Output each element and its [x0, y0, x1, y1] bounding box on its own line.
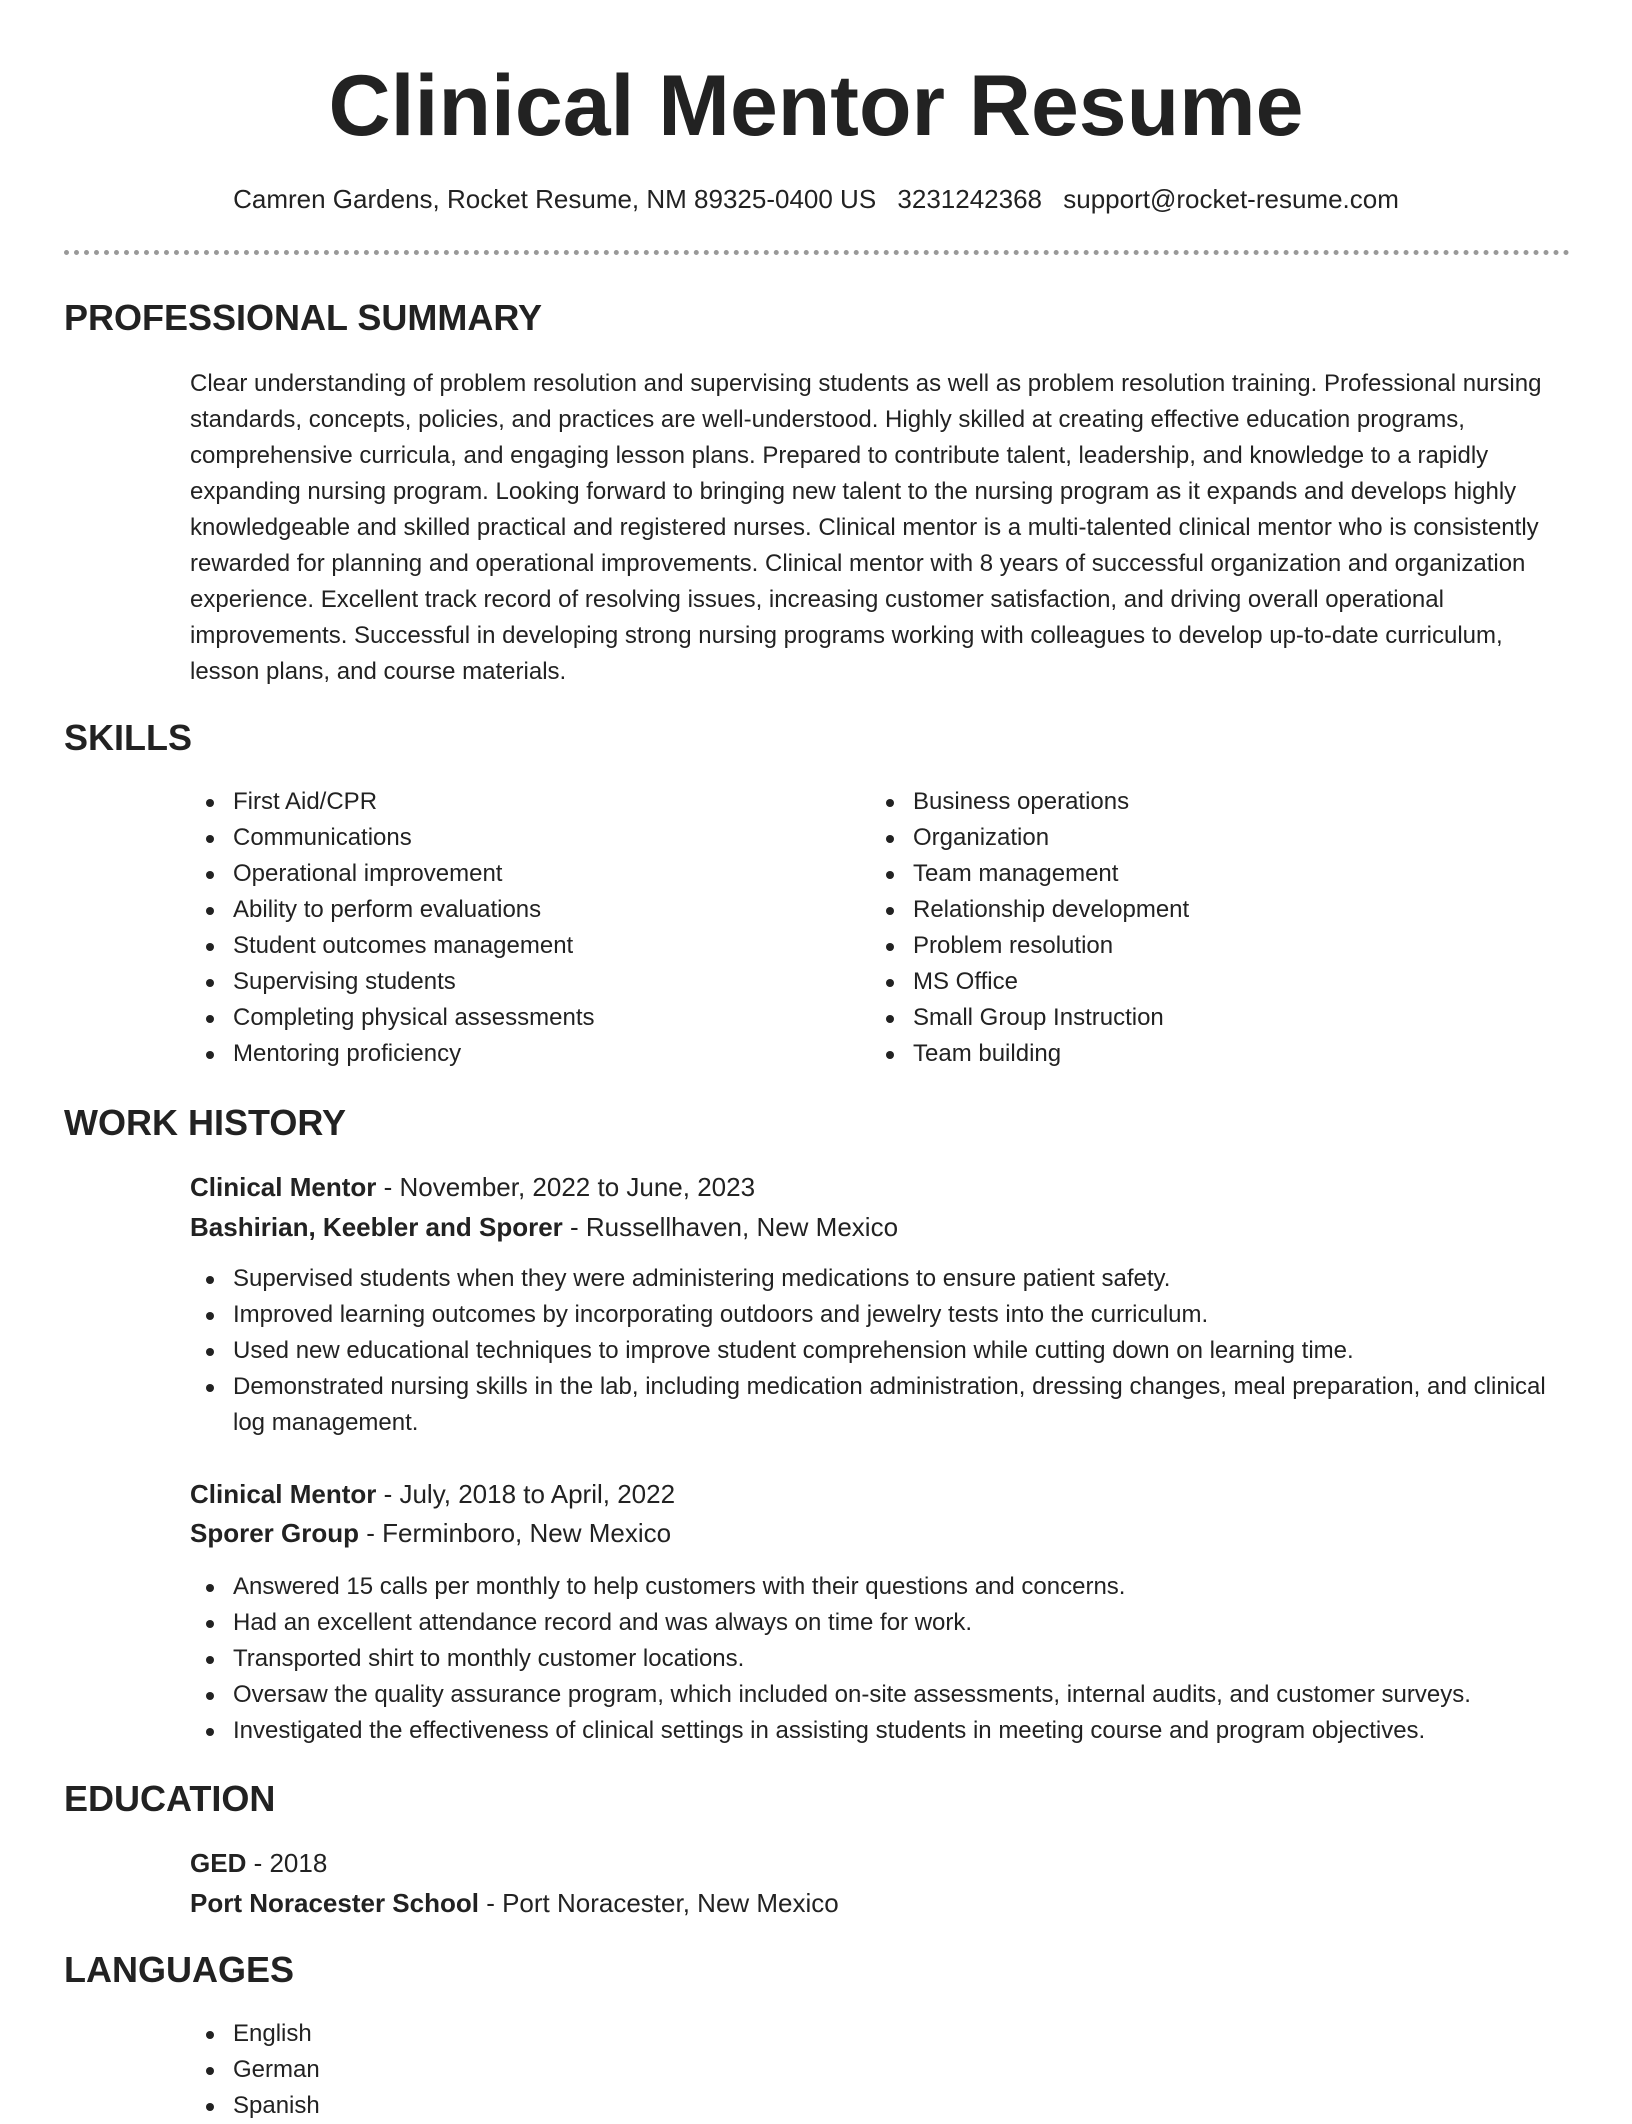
contact-email: support@rocket-resume.com: [1063, 184, 1399, 214]
list-item: Completing physical assessments: [190, 1000, 790, 1036]
section-title-summary: PROFESSIONAL SUMMARY: [64, 297, 543, 338]
header-divider: [64, 250, 1570, 255]
job-2-role: Clinical Mentor: [190, 1479, 377, 1509]
job-1-title-line: [190, 1168, 755, 1206]
list-item: Supervised students when they were administering medications to ensure patient safety.: [190, 1261, 1570, 1297]
education-degree: GED: [190, 1848, 247, 1878]
summary-text: Clear understanding of problem resolution and supervising students as well as problem resolution training. Professional nursing standards, concepts, policies, and practices are well-understood. Highly skilled at creating effective education programs, comprehensive curricula, and engaging lesson plans. Prepared to contribute talent, leadership, and knowledge to a rapidly expanding nursing program. Looking forward to bringing new talent to the nursing program as it expands and develops highly knowledgeable and skilled practical and registered nurses. Clinical mentor is a multi-talented clinical mentor who is consistently rewarded for planning and operational improvements. Clinical mentor with 8 years of successful organization and organization experience. Excellent track record of resolving issues, increasing customer satisfaction, and driving overall operational improvements. Successful in developing strong nursing programs working with colleagues to develop up-to-date curriculum, lesson plans, and course materials.: [190, 370, 1542, 685]
list-item: Small Group Instruction: [870, 1000, 1470, 1036]
list-item: Had an excellent attendance record and was always on time for work.: [190, 1605, 1570, 1641]
list-item: Operational improvement: [190, 856, 790, 892]
list-item: Mentoring proficiency: [190, 1036, 790, 1072]
section-title-languages: LANGUAGES: [64, 1949, 295, 1990]
education-year: - 2018: [246, 1848, 328, 1878]
job-2-location: - Ferminboro, New Mexico: [359, 1518, 672, 1548]
skills-list-right: [870, 784, 1470, 1072]
list-item: Organization: [870, 820, 1470, 856]
job-2-title-line: [190, 1475, 675, 1513]
list-item: Relationship development: [870, 892, 1470, 928]
contact-phone: 3231242368: [897, 184, 1043, 214]
contact-address: Camren Gardens, Rocket Resume, NM 89325-0400 US: [233, 184, 877, 214]
list-item: Communications: [190, 820, 790, 856]
list-item: MS Office: [870, 964, 1470, 1000]
list-item: Team building: [870, 1036, 1470, 1072]
list-item: Investigated the effectiveness of clinical settings in assisting students in meeting course and program objectives.: [190, 1713, 1570, 1749]
list-item: Team management: [870, 856, 1470, 892]
list-item: First Aid/CPR: [190, 784, 790, 820]
list-item: Used new educational techniques to improve student comprehension while cutting down on learning time.: [190, 1333, 1570, 1369]
section-title-skills: SKILLS: [64, 717, 193, 758]
list-item: Transported shirt to monthly customer locations.: [190, 1641, 1570, 1677]
education-location: - Port Noracester, New Mexico: [478, 1888, 839, 1918]
list-item: German: [190, 2052, 790, 2088]
list-item: English: [190, 2016, 790, 2052]
job-1-dates: - November, 2022 to June, 2023: [376, 1172, 756, 1202]
job-1-company-line: [190, 1208, 898, 1246]
list-item: Answered 15 calls per monthly to help customers with their questions and concerns.: [190, 1569, 1570, 1605]
list-item: Supervising students: [190, 964, 790, 1000]
job-1-company: Bashirian, Keebler and Sporer: [190, 1212, 563, 1242]
education-degree-line: [190, 1844, 327, 1882]
list-item: Demonstrated nursing skills in the lab, including medication administration, dressing changes, meal preparation, and clinical log management.: [190, 1369, 1570, 1441]
list-item: Business operations: [870, 784, 1470, 820]
section-title-education: EDUCATION: [64, 1778, 276, 1819]
education-school: Port Noracester School: [190, 1888, 479, 1918]
list-item: Oversaw the quality assurance program, which included on-site assessments, internal audits, and customer surveys.: [190, 1677, 1570, 1713]
contact-line: [0, 181, 1632, 217]
job-2-bullets: [190, 1569, 1570, 1749]
list-item: Student outcomes management: [190, 928, 790, 964]
page-title: Clinical Mentor Resume: [328, 58, 1304, 154]
job-1-location: - Russellhaven, New Mexico: [562, 1212, 899, 1242]
job-1-bullets: [190, 1261, 1570, 1441]
list-item: Improved learning outcomes by incorporating outdoors and jewelry tests into the curriculum.: [190, 1297, 1570, 1333]
list-item: Problem resolution: [870, 928, 1470, 964]
languages-list: [190, 2016, 790, 2124]
list-item: Ability to perform evaluations: [190, 892, 790, 928]
education-school-line: [190, 1884, 839, 1922]
list-item: Spanish: [190, 2088, 790, 2124]
section-title-work: WORK HISTORY: [64, 1102, 347, 1143]
job-2-company-line: [190, 1514, 671, 1552]
job-2-company: Sporer Group: [190, 1518, 360, 1548]
job-1-role: Clinical Mentor: [190, 1172, 377, 1202]
job-2-dates: - July, 2018 to April, 2022: [376, 1479, 676, 1509]
skills-list-left: [190, 784, 790, 1072]
